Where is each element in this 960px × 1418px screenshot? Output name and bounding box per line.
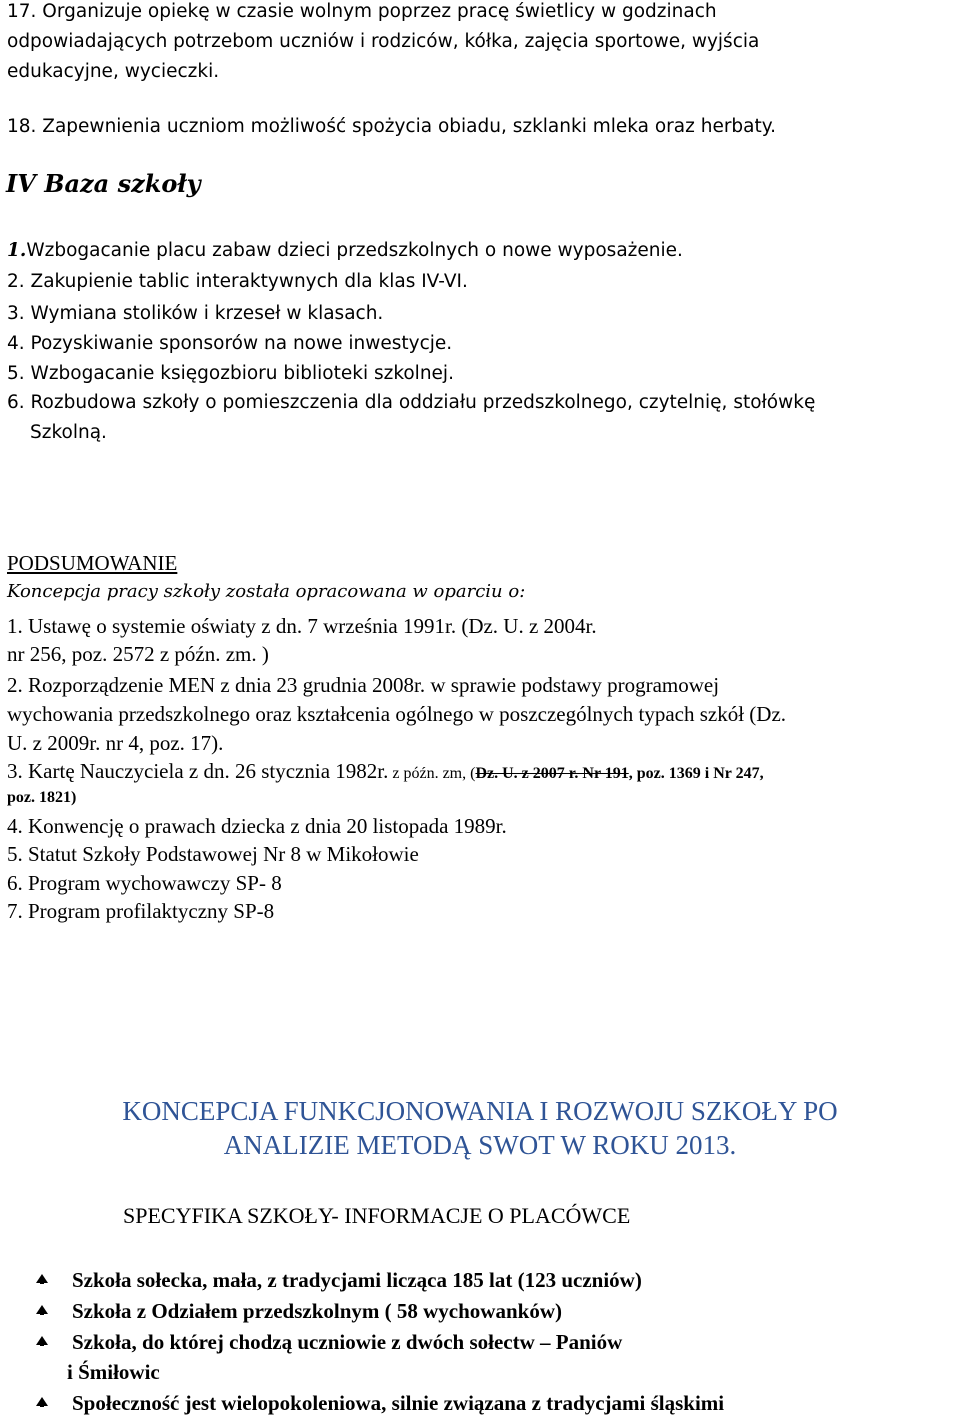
arrow-up-bullet-icon	[36, 1397, 48, 1406]
arrow-up-bullet-icon	[36, 1274, 48, 1283]
bullet-text: Szkoła, do której chodzą uczniowie z dwóch sołectw – Paniów	[72, 1330, 623, 1354]
bullet-text: Szkoła sołecka, mała, z tradycjami licząca 185 lat (123 uczniów)	[72, 1268, 642, 1292]
section-heading-baza: IV Baza szkoły	[6, 169, 201, 198]
ref-3-main: 3. Kartę Nauczyciela z dn. 26 stycznia 1982r.	[7, 759, 389, 783]
baza-item-4: 4. Pozyskiwanie sponsorów na nowe inwestycje.	[7, 333, 453, 354]
ref-3-small: z późn. zm, (	[388, 765, 476, 782]
baza-item-3: 3. Wymiana stolików i krzeseł w klasach.	[7, 303, 384, 324]
ref-1-line-1: 1. Ustawę o systemie oświaty z dn. 7 września 1991r. (Dz. U. z 2004r.	[7, 614, 597, 638]
ref-2-line-1: 2. Rozporządzenie MEN z dnia 23 grudnia 2008r. w sprawie podstawy programowej	[7, 673, 720, 697]
item-18: 18. Zapewnienia uczniom możliwość spożycia obiadu, szklanki mleka oraz herbaty.	[7, 116, 776, 137]
baza-item-6-line-1: 6. Rozbudowa szkoły o pomieszczenia dla oddziału przedszkolnego, czytelnię, stołówkę	[7, 392, 816, 413]
ref-3-line-1	[7, 759, 764, 783]
ref-7: 7. Program profilaktyczny SP-8	[7, 899, 275, 923]
bullet-3-continuation: i Śmiłowic	[67, 1360, 160, 1384]
ref-2-line-2: wychowania przedszkolnego oraz kształcenia ogólnego w poszczególnych typach szkół (Dz.	[7, 702, 787, 726]
podsumowanie-intro: Koncepcja pracy szkoły została opracowana w oparciu o:	[7, 581, 526, 602]
ref-3-struck: Dz. U. z 2007 r. Nr 191	[475, 765, 629, 782]
baza-item-5: 5. Wzbogacanie księgozbioru biblioteki szkolnej.	[7, 363, 454, 384]
ref-6: 6. Program wychowawczy SP- 8	[7, 871, 282, 895]
ref-3-bold: , poz. 1369 i Nr 247,	[628, 765, 764, 782]
baza-item-1-text: Wzbogacanie placu zabaw dzieci przedszkolnych o nowe wyposażenie.	[26, 240, 683, 261]
baza-item-1-number: 1.	[7, 240, 27, 261]
baza-item-6-line-2: Szkolną.	[30, 422, 107, 443]
item-17-line-1: 17. Organizuje opiekę w czasie wolnym poprzez pracę świetlicy w godzinach	[7, 1, 717, 22]
baza-item-1	[7, 240, 683, 261]
swot-title-line-1: KONCEPCJA FUNKCJONOWANIA I ROZWOJU SZKOŁY PO	[122, 1096, 838, 1126]
ref-5: 5. Statut Szkoły Podstawowej Nr 8 w Mikołowie	[7, 842, 419, 866]
bullet-text: Społeczność jest wielopokoleniowa, silnie związana z tradycjami śląskimi	[72, 1391, 725, 1415]
ref-2-line-3: U. z 2009r. nr 4, poz. 17).	[7, 731, 224, 755]
baza-item-2: 2. Zakupienie tablic interaktywnych dla klas IV-VI.	[7, 271, 468, 292]
arrow-up-bullet-icon	[36, 1305, 48, 1314]
item-17-line-3: edukacyjne, wycieczki.	[7, 61, 220, 82]
specyfika-subtitle: SPECYFIKA SZKOŁY- INFORMACJE O PLACÓWCE	[123, 1203, 631, 1228]
item-17-line-2: odpowiadających potrzebom uczniów i rodziców, kółka, zajęcia sportowe, wyjścia	[7, 31, 760, 52]
arrow-up-bullet-icon	[36, 1336, 48, 1345]
podsumowanie-heading: PODSUMOWANIE	[7, 551, 178, 575]
ref-1-line-2: nr 256, poz. 2572 z późn. zm. )	[7, 642, 269, 666]
swot-title-line-2: ANALIZIE METODĄ SWOT W ROKU 2013.	[223, 1130, 737, 1160]
ref-3-line-2: poz. 1821)	[7, 789, 77, 806]
bullet-text: Szkoła z Odziałem przedszkolnym ( 58 wychowanków)	[72, 1299, 562, 1323]
ref-4: 4. Konwencję o prawach dziecka z dnia 20 listopada 1989r.	[7, 814, 507, 838]
